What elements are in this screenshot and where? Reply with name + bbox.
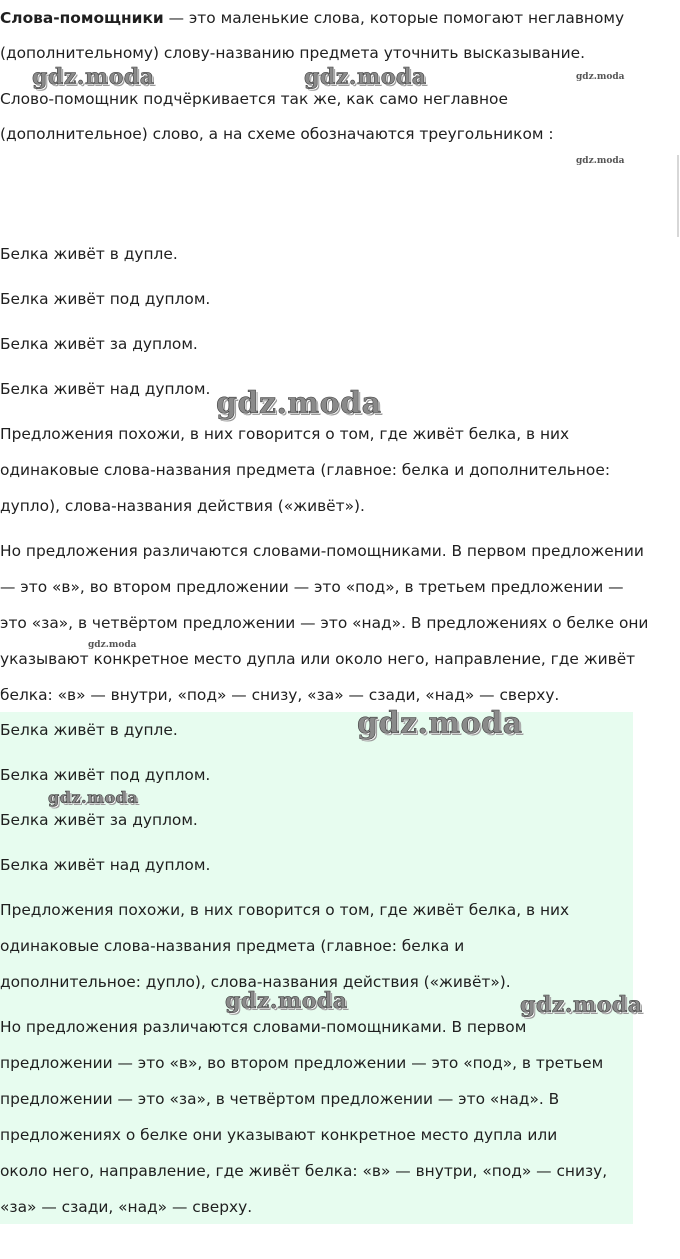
definition-line: (дополнительному) слову-названию предмета уточнить высказывание. xyxy=(0,44,585,62)
paragraph-line: дополнительное: дупло), слова-названия действия («живёт»). xyxy=(0,973,511,991)
paragraph-line: — это «в», во втором предложении — это «под», в третьем предложении — xyxy=(0,578,624,596)
watermark-logo: gdz.moda xyxy=(216,386,382,421)
example-sentence: Белка живёт в дупле. xyxy=(0,245,178,263)
paragraph-line: это «за», в четвёртом предложении — это «над». В предложениях о белке они xyxy=(0,614,649,632)
paragraph-line: одинаковые слова-названия предмета (главное: белка и xyxy=(0,937,465,955)
watermark-logo: gdz.moda xyxy=(225,988,348,1014)
example-sentence: Белка живёт над дуплом. xyxy=(0,856,211,874)
paragraph-line: одинаковые слова-названия предмета (главное: белка и дополнительное: xyxy=(0,461,611,479)
definition-text: — это маленькие слова, которые помогают неглавному xyxy=(163,9,625,27)
definition-line xyxy=(0,0,624,36)
paragraph-line: белка: «в» — внутри, «под» — снизу, «за» — сзади, «над» — сверху. xyxy=(0,686,560,704)
paragraph-line: указывают конкретное место дупла или около него, направление, где живёт xyxy=(0,650,636,668)
definition-line: (дополнительное) слово, а на схеме обозначаются треугольником : xyxy=(0,125,554,143)
watermark-logo: gdz.moda xyxy=(88,640,137,650)
paragraph-line: около него, направление, где живёт белка: «в» — внутри, «под» — снизу, xyxy=(0,1162,608,1180)
scrollbar[interactable] xyxy=(677,155,679,237)
watermark-logo: gdz.moda xyxy=(576,156,625,166)
example-sentence: Белка живёт под дуплом. xyxy=(0,290,211,308)
paragraph-line: Предложения похожи, в них говорится о том, где живёт белка, в них xyxy=(0,425,570,443)
paragraph-line: Но предложения различаются словами-помощниками. В первом предложении xyxy=(0,542,644,560)
example-sentence: Белка живёт за дуплом. xyxy=(0,811,198,829)
watermark-logo: gdz.moda xyxy=(357,706,523,741)
definition-line: Слово-помощник подчёркивается так же, как само неглавное xyxy=(0,90,508,108)
paragraph-line: дупло), слова-названия действия («живёт»). xyxy=(0,497,365,515)
watermark-logo: gdz.moda xyxy=(304,64,427,90)
watermark-logo: gdz.moda xyxy=(520,992,643,1018)
watermark-logo: gdz.moda xyxy=(48,788,139,807)
paragraph-line: Предложения похожи, в них говорится о том, где живёт белка, в них xyxy=(0,901,570,919)
watermark-logo: gdz.moda xyxy=(576,72,625,82)
paragraph-line: предложении — это «в», во втором предложении — это «под», в третьем xyxy=(0,1054,604,1072)
example-sentence: Белка живёт в дупле. xyxy=(0,721,178,739)
paragraph-line: предложении — это «за», в четвёртом предложении — это «над». В xyxy=(0,1090,560,1108)
example-sentence: Белка живёт под дуплом. xyxy=(0,766,211,784)
paragraph-line: предложениях о белке они указывают конкретное место дупла или xyxy=(0,1126,558,1144)
watermark-logo: gdz.moda xyxy=(32,64,155,90)
example-sentence: Белка живёт за дуплом. xyxy=(0,335,198,353)
paragraph-line: Но предложения различаются словами-помощниками. В первом xyxy=(0,1018,527,1036)
example-sentence: Белка живёт над дуплом. xyxy=(0,380,211,398)
definition-term: Слова-помощники xyxy=(0,9,164,27)
paragraph-line: «за» — сзади, «над» — сверху. xyxy=(0,1198,253,1216)
